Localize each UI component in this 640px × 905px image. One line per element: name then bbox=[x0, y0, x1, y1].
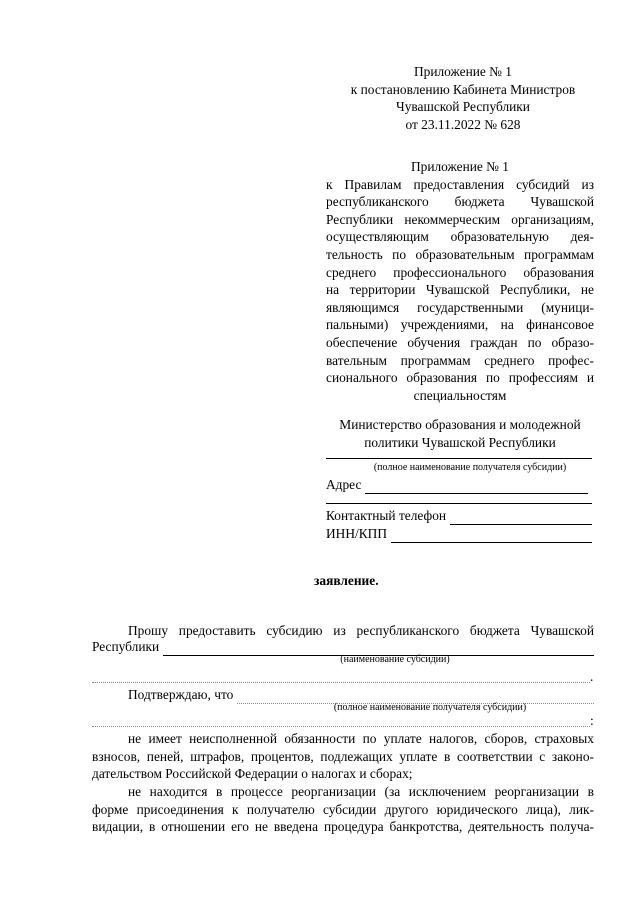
phone-field[interactable] bbox=[450, 511, 592, 525]
confirm-row bbox=[128, 686, 594, 704]
address-row bbox=[326, 476, 588, 494]
rules-line: к Правилам предоставления субсидий из bbox=[326, 176, 594, 192]
address-label: Адрес bbox=[326, 477, 362, 492]
appendix-date-number: от 23.11.2022 № 628 bbox=[405, 116, 521, 132]
republic-label: Республики bbox=[92, 639, 160, 654]
inn-label: ИНН/КПП bbox=[326, 526, 388, 541]
rules-header bbox=[326, 158, 594, 404]
rules-line: на территории Чувашской Республики, не bbox=[326, 282, 594, 298]
paragraph-line: не имеет неисполненной обязанности по уплате налогов, сборов, страховых bbox=[128, 731, 594, 746]
paragraph-line: не находится в процессе реорганизации (за исключением реорганизации в bbox=[128, 784, 594, 799]
recipient-name-line bbox=[326, 458, 592, 459]
rules-line: среднего профессионального образования bbox=[326, 264, 594, 280]
rules-line: осуществляющим образовательную дея- bbox=[326, 229, 594, 245]
rules-line: Республики некоммерческим организациям, bbox=[326, 211, 594, 227]
rules-line: тельность по образовательным программам bbox=[326, 246, 594, 262]
paragraph-line: взносов, пеней, штрафов, процентов, подлежащих уплате в соответствии с законо- bbox=[92, 748, 594, 764]
confirm-extra-line bbox=[92, 726, 590, 727]
rules-appendix-title: Приложение № 1 bbox=[410, 159, 510, 174]
paragraph-reorganization bbox=[92, 783, 594, 836]
subsidy-row bbox=[92, 638, 594, 656]
statement-title: заявление. bbox=[314, 573, 379, 588]
paragraph-line: видации, в отношении его не введена процедура банкротства, деятельность получа- bbox=[92, 819, 594, 835]
rules-line: вательным программам среднего профес- bbox=[326, 352, 594, 368]
recipient-name-hint: (полное наименование получателя субсидии) bbox=[373, 462, 567, 473]
paragraph-line: форме присоединения к получателю субсидии другого юридического лица), лик- bbox=[92, 801, 594, 817]
appendix-header bbox=[318, 63, 608, 133]
phone-label: Контактный телефон bbox=[326, 508, 447, 523]
address-field[interactable] bbox=[365, 480, 588, 494]
rules-line: обеспечение обучения граждан по образо- bbox=[326, 334, 594, 350]
addressee-block bbox=[326, 416, 594, 451]
addressee-ministry: Министерство образования и молодежной bbox=[339, 417, 581, 432]
addressee-ministry-cont: политики Чувашской Республики bbox=[364, 434, 556, 450]
rules-line: сионального образования по профессиям и bbox=[326, 370, 594, 386]
paragraph-taxes bbox=[92, 730, 594, 783]
confirm-colon: : bbox=[590, 713, 594, 728]
rules-last-line: специальностям bbox=[413, 387, 507, 403]
address-extra-line bbox=[326, 503, 592, 504]
confirm-label: Подтверждаю, что bbox=[128, 687, 234, 702]
subsidy-period: . bbox=[590, 669, 594, 684]
confirm-recipient-hint: (полное наименование получателя субсидии) bbox=[333, 702, 527, 713]
phone-row bbox=[326, 507, 592, 525]
inn-row bbox=[326, 525, 592, 543]
paragraph-line: дательством Российской Федерации о налогах и сборах; bbox=[92, 766, 413, 782]
rules-line: пальными) учреждениями, на финансовое bbox=[326, 317, 594, 333]
appendix-resolution: к постановлению Кабинета Министров bbox=[350, 81, 576, 97]
rules-line: являющимся государственными (муници- bbox=[326, 299, 594, 315]
appendix-title: Приложение № 1 bbox=[413, 64, 513, 79]
inn-field[interactable] bbox=[391, 529, 592, 543]
subsidy-extra-line bbox=[92, 682, 590, 683]
subsidy-hint: (наименование субсидии) bbox=[340, 654, 450, 665]
rules-line: республиканского бюджета Чувашской bbox=[326, 194, 594, 210]
request-line: Прошу предоставить субсидию из республиканского бюджета Чувашской bbox=[128, 623, 594, 638]
appendix-republic: Чувашской Республики bbox=[396, 99, 530, 115]
